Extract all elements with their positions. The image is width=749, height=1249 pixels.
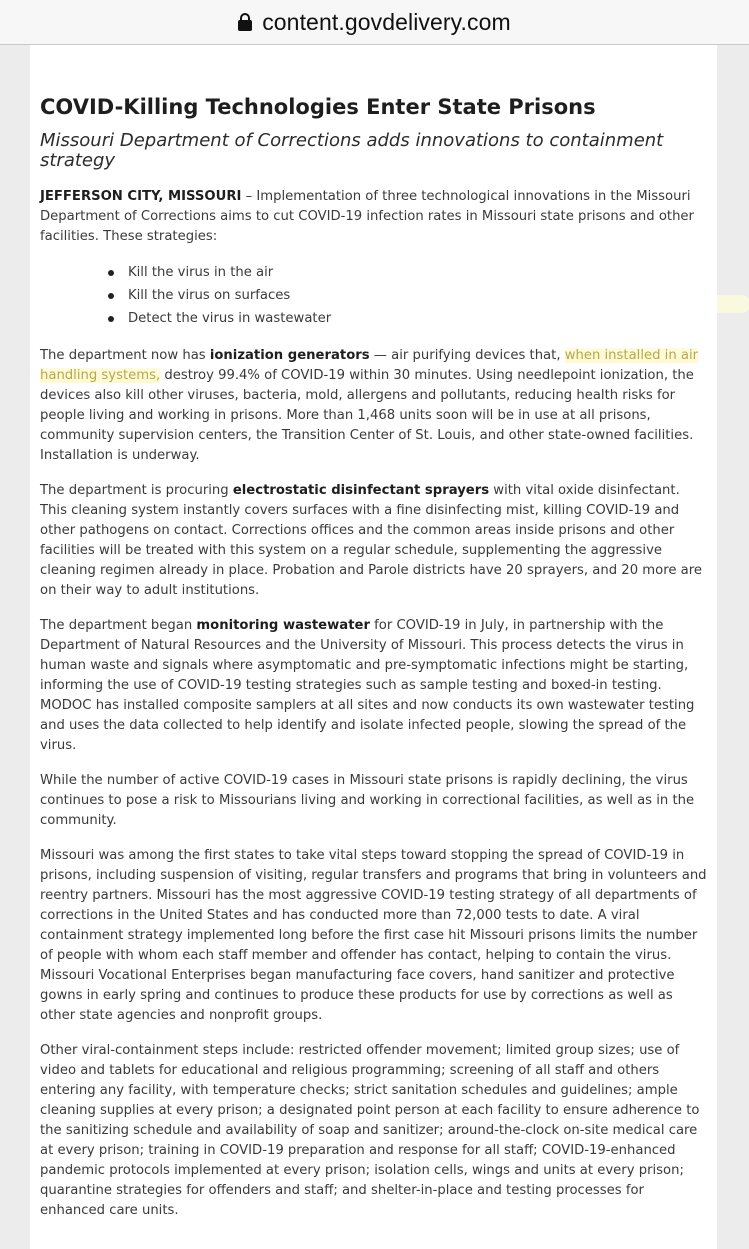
highlighted-text: when installed in air handling systems,: [40, 348, 699, 383]
p3-text-b: for COVID-19 in July, in partnership with the Department of Natural Resources and the University of Missouri. This process detects the virus in human waste and signals where asymptomatic and pre-symptomatic infections might be starting, informing the use of COVID-19 testing strategies such as sample testing and boxed-in testing. MODOC has installed composite samplers at all sites and now conducts its own wastewater testing and uses the data collected to help identify and isolate infected people, slowing the spread of the virus.: [40, 618, 695, 753]
wastewater-term: monitoring wastewater: [196, 618, 370, 633]
list-item: Detect the virus in wastewater: [128, 307, 710, 330]
sprayers-term: electrostatic disinfectant sprayers: [232, 483, 490, 498]
article-subtitle: Missouri Department of Corrections adds innovations to containment strategy: [40, 130, 664, 171]
address-bar[interactable]: [0, 0, 749, 45]
paragraph-cases: While the number of active COVID-19 cases in Missouri state prisons is rapidly declining, the virus continues to pose a risk to Missourians living and working in correctional facilities, as well as in the community.: [40, 773, 695, 828]
list-item: Kill the virus in the air: [128, 261, 710, 284]
paragraph-wastewater: [40, 616, 710, 756]
p1-text-c: destroy 99.4% of COVID-19 within 30 minutes. Using needlepoint ionization, the devices also kill other viruses, bacteria, mold, allergens and pollutants, reducing health risks for people living and working in prisons. More than 1,468 units soon will be in use at all prisons, community supervision centers, the Transition Center of St. Louis, and other state-owned facilities. Installation is underway.: [40, 368, 694, 463]
p1-text-a: The department now has: [40, 348, 210, 363]
p2-text-b: with vital oxide disinfectant. This cleaning system instantly covers surfaces with a fine disinfecting mist, killing COVID-19 and other pathogens on contact. Corrections offices and the common areas inside prisons and other facilities will be treated with this system on a regular schedule, supplementing the aggressive cleaning regimen already in place. Probation and Parole districts have 20 sprayers, and 20 more are on their way to adult institutions.: [40, 483, 702, 598]
p3-text-a: The department began: [40, 618, 197, 633]
p1-text-b: — air purifying devices that,: [369, 348, 565, 363]
strategies-list: [40, 261, 710, 330]
p2-text-a: The department is procuring: [40, 483, 233, 498]
intro-text: – Implementation of three technological innovations in the Missouri Department of Corrections aims to cut COVID-19 infection rates in Missouri state prisons and other facilities. These strategies:: [40, 189, 694, 244]
email-page: [30, 45, 717, 1249]
paragraph-containment-steps: Other viral-containment steps include: restricted offender movement; limited group sizes; use of video and tablets for educational and religious programming; screening of all staff and others entering any facility, with temperature checks; strict sanitation schedules and guidelines; ample cleaning supplies at every prison; a designated point person at each facility to ensure adherence to the sanitizing schedule and availability of soap and sanitizer; around-the-clock on-site medical care at every prison; training in COVID-19 preparation and response for all staff; COVID-19-enhanced pandemic protocols implemented at every prison; isolation cells, wings and units at every prison; quarantine strategies for offenders and staff; and shelter-in-place and testing processes for enhanced care units.: [40, 1043, 700, 1218]
paragraph-ionization: [40, 346, 710, 466]
ionization-generators-term: ionization generators: [209, 348, 370, 363]
lock-icon: [238, 13, 252, 31]
article: [40, 93, 710, 1221]
paragraph-sprayers: [40, 481, 710, 601]
list-item: Kill the virus on surfaces: [128, 284, 710, 307]
address-bar-content[interactable]: [238, 9, 511, 36]
paragraph-first-states: Missouri was among the first states to take vital steps toward stopping the spread of COVID-19 in prisons, including suspension of visiting, regular transfers and programs that bring in volunteers and reentry partners. Missouri has the most aggressive COVID-19 testing strategy of all departments of corrections in the United States and has conducted more than 72,000 tests to date. A viral containment strategy implemented long before the first case hit Missouri prisons limits the number of people with whom each staff member and offender has contact, helping to contain the virus. Missouri Vocational Enterprises began manufacturing face covers, hand sanitizer and protective gowns in early spring and continues to produce these products for use by corrections as well as other state agencies and nonprofit groups.: [40, 848, 707, 1023]
intro-paragraph: [40, 187, 710, 247]
article-title: COVID-Killing Technologies Enter State Prisons: [40, 95, 596, 119]
dateline: JEFFERSON CITY, MISSOURI: [40, 189, 242, 204]
url-text[interactable]: content.govdelivery.com: [262, 8, 511, 35]
